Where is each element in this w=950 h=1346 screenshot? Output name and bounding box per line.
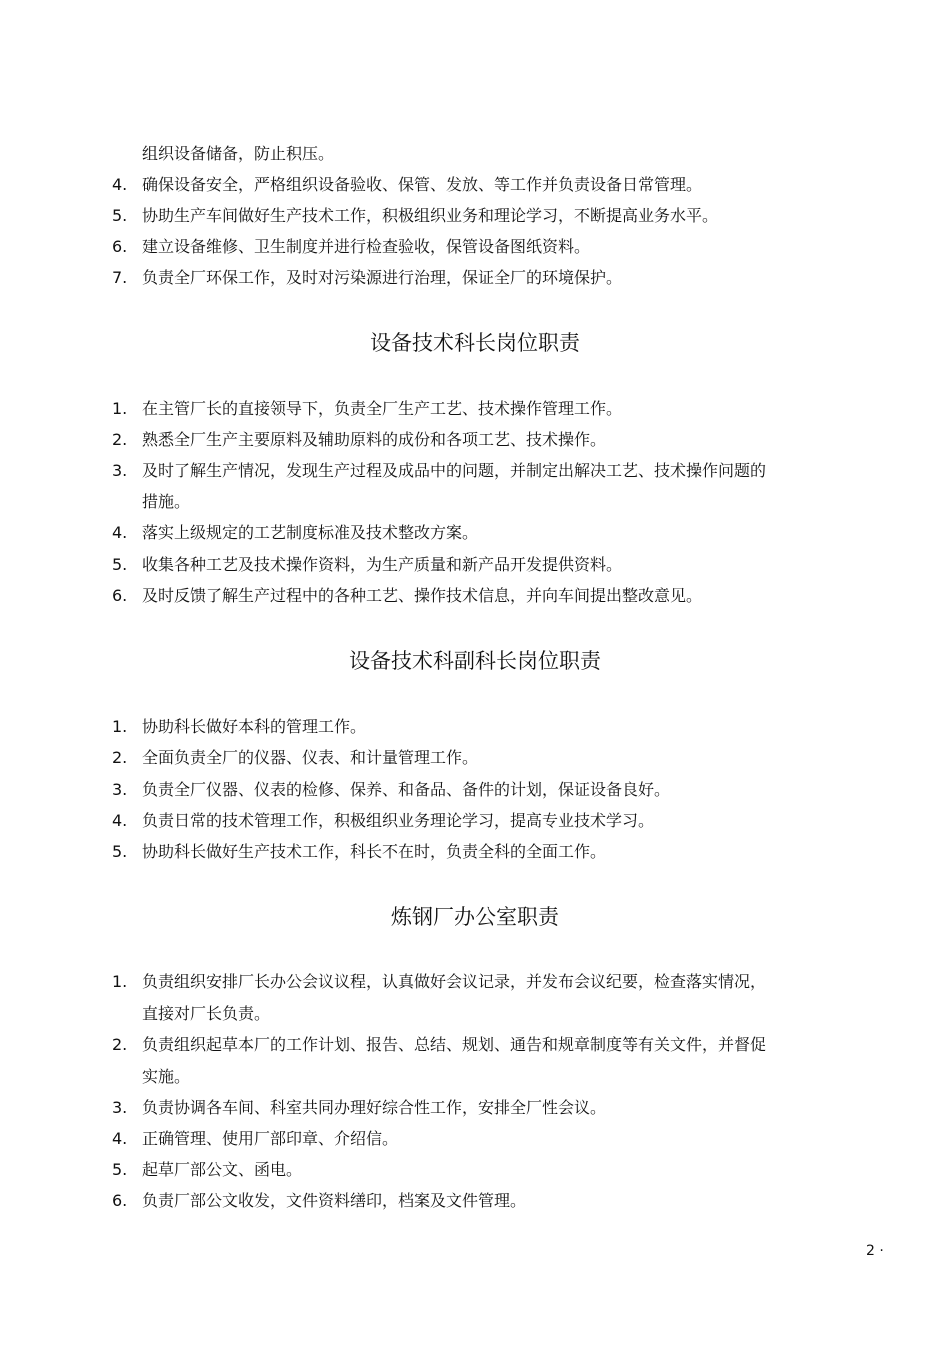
list-item-number: 1. [112,399,128,418]
section-heading: 炼钢厂办公室职责 [391,905,559,929]
list-item-text: 负责全厂环保工作，及时对污染源进行治理，保证全厂的环境保护。 [142,268,623,287]
list-item-text: 全面负责全厂的仪器、仪表、和计量管理工作。 [142,748,479,767]
list-item-continuation: 组织设备储备，防止积压。 [142,144,335,163]
list-item-text: 负责协调各车间、科室共同办理好综合性工作，安排全厂性会议。 [142,1098,607,1117]
list-item-continuation: 直接对厂长负责。 [142,1004,271,1023]
list-item-number: 2. [112,748,128,767]
list-item-text: 协助生产车间做好生产技术工作，积极组织业务和理论学习，不断提高业务水平。 [142,206,719,225]
list-item-number: 6. [112,586,128,605]
list-item-number: 3. [112,1098,128,1117]
list-item-text: 在主管厂长的直接领导下，负责全厂生产工艺、技术操作管理工作。 [142,399,623,418]
list-item-continuation: 措施。 [142,492,191,511]
list-item-number: 5. [112,206,128,225]
list-item-continuation: 实施。 [142,1067,191,1086]
list-item-number: 3. [112,780,128,799]
section-heading: 设备技术科长岗位职责 [370,331,580,355]
list-item-text: 负责全厂仪器、仪表的检修、保养、和备品、备件的计划，保证设备良好。 [142,780,671,799]
list-item-text: 建立设备维修、卫生制度并进行检查验收，保管设备图纸资料。 [142,237,591,256]
page-number: 2 · [866,1243,884,1259]
list-item-number: 6. [112,237,128,256]
list-item-text: 落实上级规定的工艺制度标准及技术整改方案。 [142,523,479,542]
list-item-text: 负责厂部公文收发，文件资料缮印，档案及文件管理。 [142,1191,527,1210]
list-item-text: 及时了解生产情况，发现生产过程及成品中的问题，并制定出解决工艺、技术操作问题的 [142,461,767,480]
list-item-text: 协助科长做好生产技术工作，科长不在时，负责全科的全面工作。 [142,842,607,861]
list-item-number: 5. [112,842,128,861]
list-item-number: 4. [112,811,128,830]
list-item-number: 2. [112,430,128,449]
list-item-number: 5. [112,555,128,574]
list-item-number: 1. [112,717,128,736]
list-item-number: 4. [112,1129,128,1148]
list-item-text: 负责组织起草本厂的工作计划、报告、总结、规划、通告和规章制度等有关文件，并督促 [142,1035,767,1054]
list-item-text: 收集各种工艺及技术操作资料，为生产质量和新产品开发提供资料。 [142,555,623,574]
list-item-number: 6. [112,1191,128,1210]
list-item-text: 正确管理、使用厂部印章、介绍信。 [142,1129,399,1148]
list-item-text: 起草厂部公文、函电。 [142,1160,303,1179]
list-item-number: 5. [112,1160,128,1179]
list-item-text: 熟悉全厂生产主要原料及辅助原料的成份和各项工艺、技术操作。 [142,430,607,449]
list-item-number: 2. [112,1035,128,1054]
list-item-text: 协助科长做好本科的管理工作。 [142,717,367,736]
section-heading: 设备技术科副科长岗位职责 [349,649,601,673]
list-item-number: 4. [112,523,128,542]
list-item-number: 7. [112,268,128,287]
list-item-text: 负责日常的技术管理工作，积极组织业务理论学习，提高专业技术学习。 [142,811,655,830]
list-item-text: 确保设备安全，严格组织设备验收、保管、发放、等工作并负责设备日常管理。 [142,175,703,194]
list-item-number: 1. [112,972,128,991]
list-item-number: 4. [112,175,128,194]
list-item-number: 3. [112,461,128,480]
list-item-text: 及时反馈了解生产过程中的各种工艺、操作技术信息，并向车间提出整改意见。 [142,586,703,605]
list-item-text: 负责组织安排厂长办公会议议程，认真做好会议记录，并发布会议纪要，检查落实情况， [142,972,767,991]
